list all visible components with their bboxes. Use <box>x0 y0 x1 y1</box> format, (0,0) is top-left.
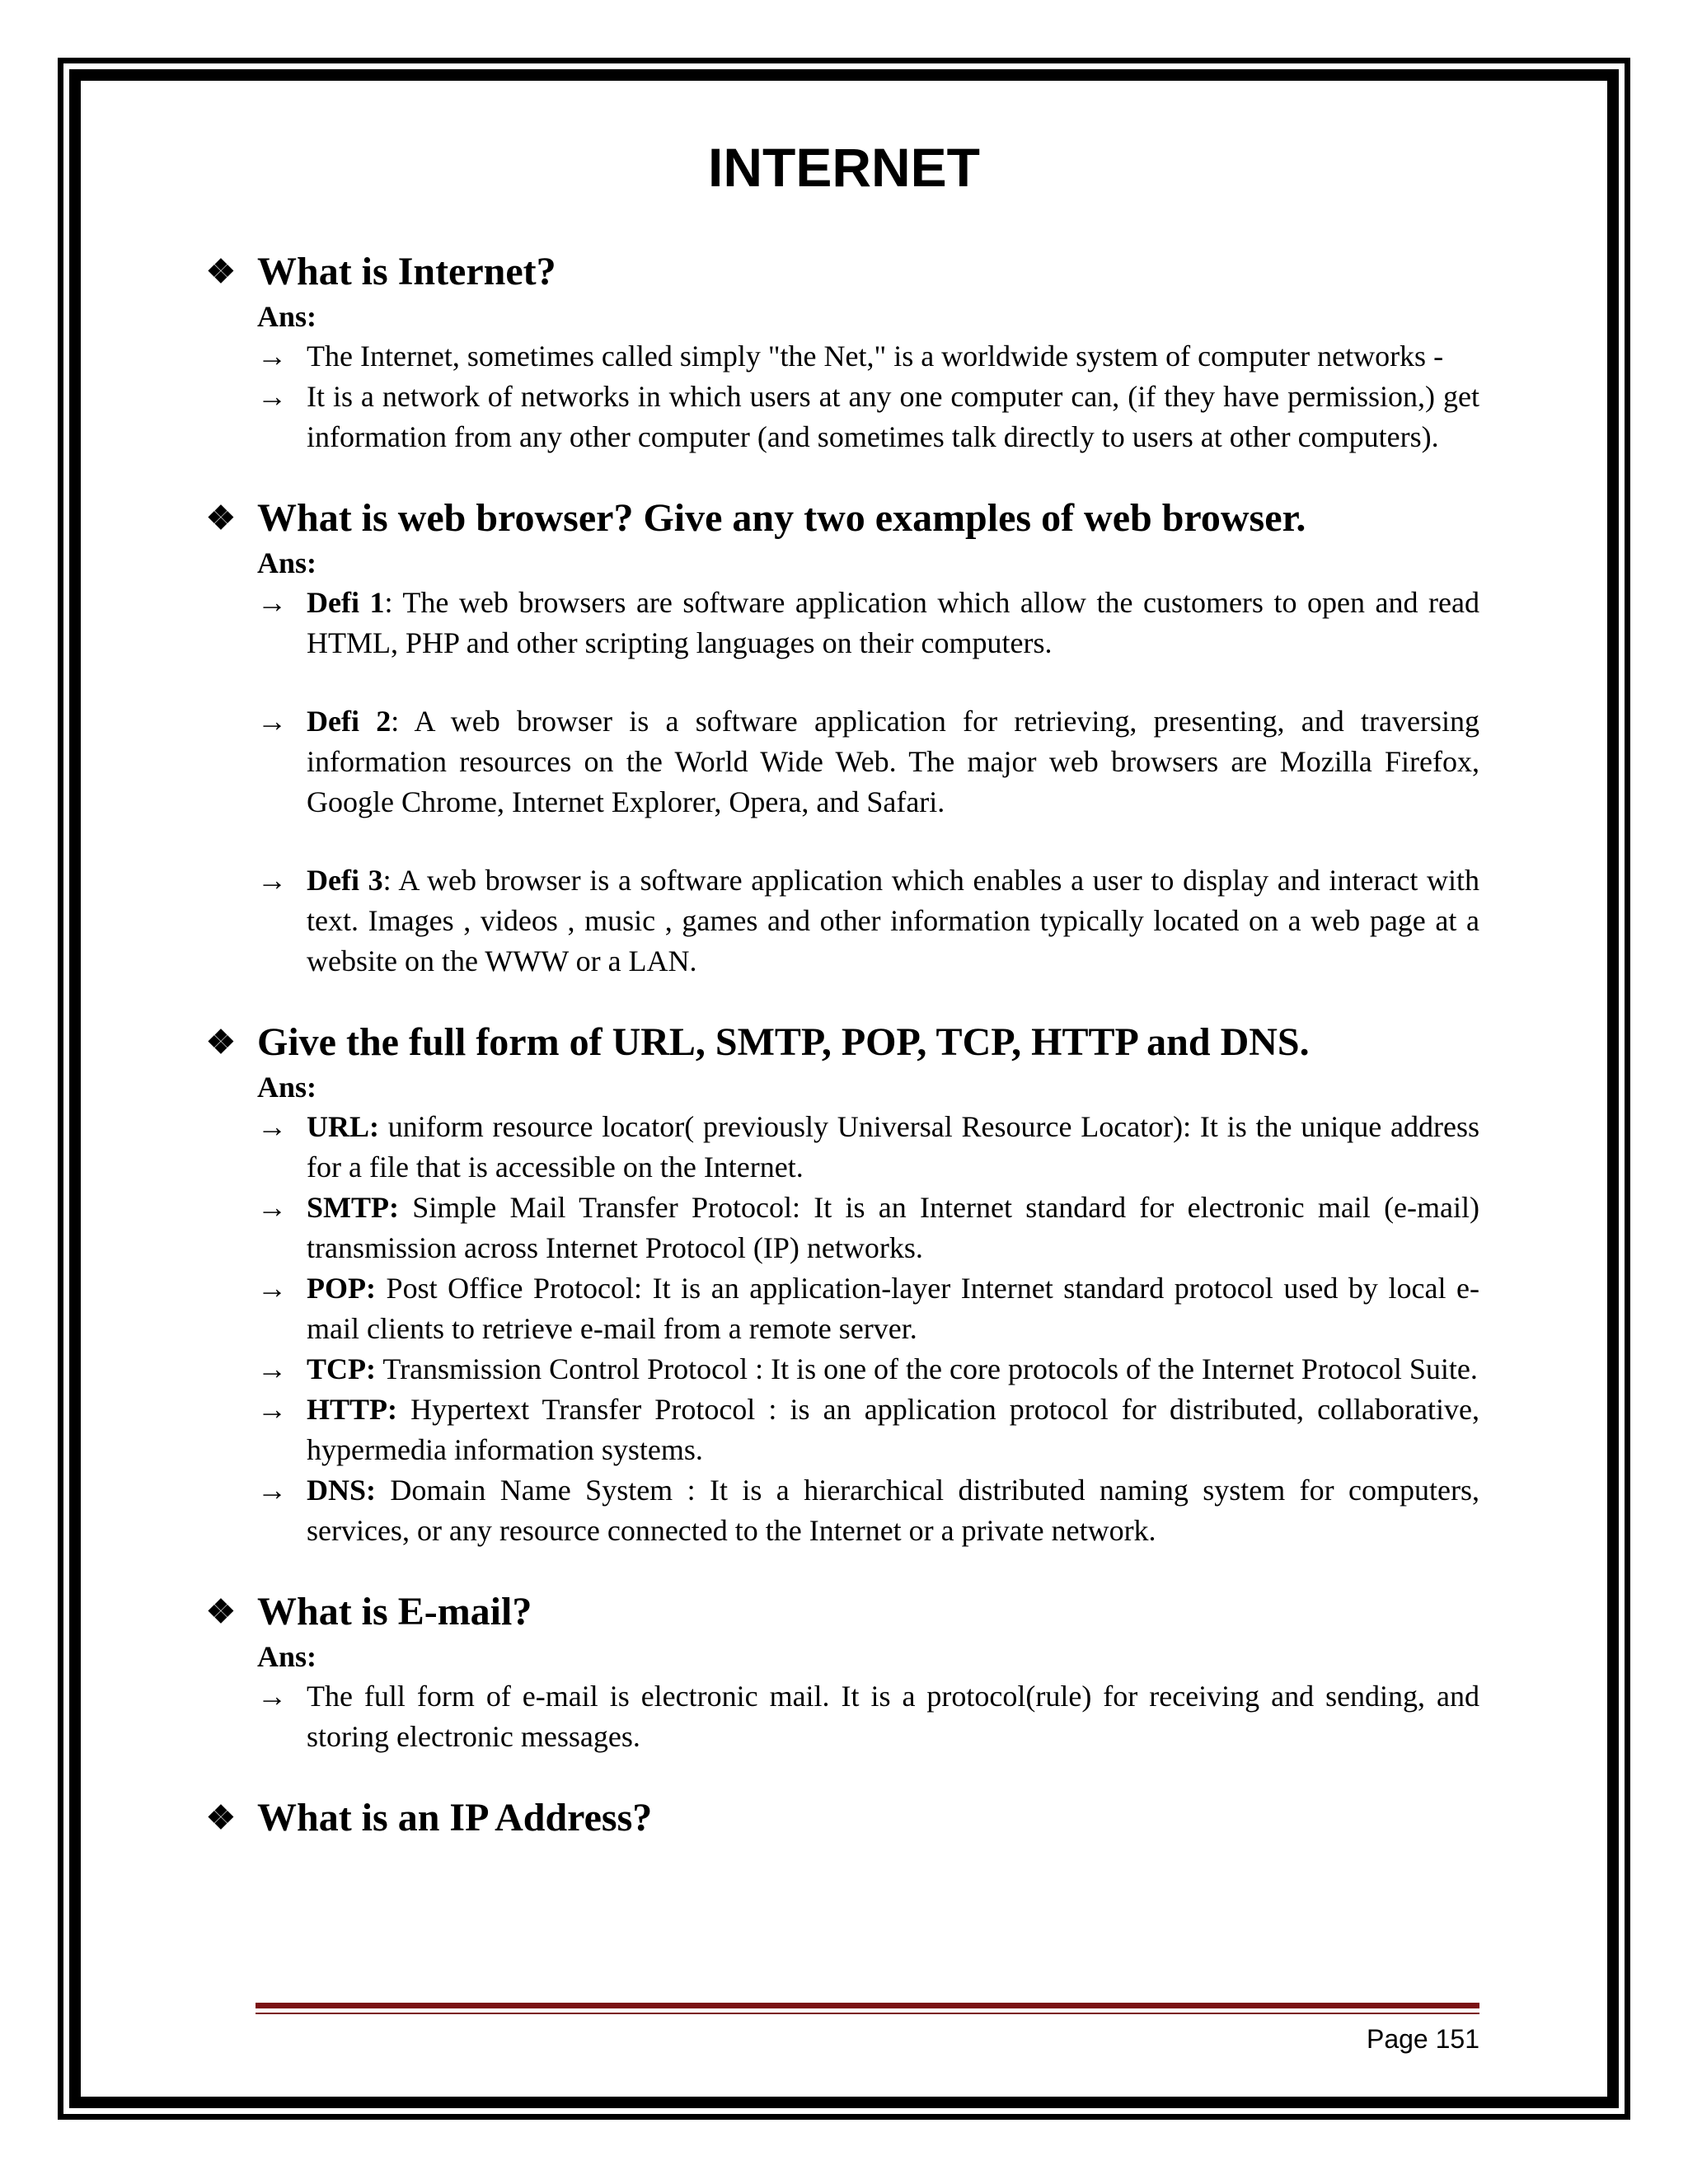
question-heading <box>206 1587 1479 1637</box>
acronym-label: DNS: <box>307 1474 377 1507</box>
definition-item: → Defi 3: A web browser is a software application which enables a user to display and interact with text. Images , videos , music , games and other information typically located on a web page at a website on the WWW or a LAN. <box>206 860 1479 982</box>
answer-item: → The full form of e-mail is electronic mail. It is a protocol(rule) for receiving and sending, and storing electronic messages. <box>206 1676 1479 1757</box>
question-heading <box>206 494 1479 543</box>
right-arrow-icon: → <box>257 1393 287 1426</box>
answer-item: → It is a network of networks in which users at any one computer can, (if they have permission,) get information from any other computer (and sometimes talk directly to users at other computers). <box>206 377 1479 457</box>
acronym-item: → SMTP: Simple Mail Transfer Protocol: It is an Internet standard for electronic mail (e-mail) transmission across Internet Protocol (IP) networks. <box>206 1188 1479 1268</box>
question-heading <box>206 247 1479 297</box>
acronym-item: → POP: Post Office Protocol: It is an application-layer Internet standard protocol used by local e-mail clients to retrieve e-mail from a remote server. <box>206 1268 1479 1349</box>
document-body <box>206 247 1479 1843</box>
acronym-label: SMTP: <box>307 1191 399 1224</box>
acronym-item: → URL: uniform resource locator( previously Universal Resource Locator): It is the unique address for a file that is accessible on the Internet. <box>206 1107 1479 1188</box>
answer-item: → The Internet, sometimes called simply "the Net," is a worldwide system of computer networks - <box>206 336 1479 377</box>
page-title: INTERNET <box>708 137 980 198</box>
right-arrow-icon: → <box>257 1474 287 1507</box>
right-arrow-icon: → <box>257 1272 287 1305</box>
question-text: What is web browser? Give any two examples of web browser. <box>257 496 1306 540</box>
diamond-bullet-icon: ❖ <box>206 499 236 537</box>
footer-rule <box>256 2003 1479 2008</box>
question-text: What is E-mail? <box>257 1590 532 1633</box>
acronym-item: → HTTP: Hypertext Transfer Protocol : is an application protocol for distributed, collaborative, hypermedia information systems. <box>206 1390 1479 1470</box>
acronym-item: → TCP: Transmission Control Protocol : It is one of the core protocols of the Internet Protocol Suite. <box>206 1349 1479 1390</box>
question-text: What is Internet? <box>257 250 556 293</box>
acronym-item: → DNS: Domain Name System : It is a hierarchical distributed naming system for computers, services, or any resource connected to the Internet or a private network. <box>206 1470 1479 1551</box>
page-number: Page 151 <box>1366 2024 1479 2054</box>
diamond-bullet-icon: ❖ <box>206 253 236 290</box>
definition-label: Defi 3 <box>307 864 383 897</box>
diamond-bullet-icon: ❖ <box>206 1799 236 1836</box>
acronym-label: POP: <box>307 1272 376 1305</box>
acronym-label: HTTP: <box>307 1393 398 1426</box>
right-arrow-icon: → <box>257 340 287 373</box>
acronym-label: TCP: <box>307 1352 376 1385</box>
answer-label: Ans: <box>257 1640 317 1673</box>
right-arrow-icon: → <box>257 864 287 897</box>
diamond-bullet-icon: ❖ <box>206 1593 236 1630</box>
right-arrow-icon: → <box>257 1191 287 1224</box>
right-arrow-icon: → <box>257 1110 287 1143</box>
definition-label: Defi 2 <box>307 705 392 738</box>
question-heading <box>206 1793 1479 1843</box>
question-heading <box>206 1018 1479 1067</box>
definition-label: Defi 1 <box>307 586 385 619</box>
definition-item: → Defi 1: The web browsers are software application which allow the customers to open and read HTML, PHP and other scripting languages on their computers. <box>206 583 1479 663</box>
definition-item: → Defi 2: A web browser is a software application for retrieving, presenting, and traversing information resources on the World Wide Web. The major web browsers are Mozilla Firefox, Google Chrome, Internet Explorer, Opera, and Safari. <box>206 701 1479 823</box>
answer-label: Ans: <box>257 1071 317 1104</box>
right-arrow-icon: → <box>257 586 287 619</box>
footer-rule-thin <box>256 2013 1479 2014</box>
right-arrow-icon: → <box>257 705 287 738</box>
question-text: Give the full form of URL, SMTP, POP, TCP, HTTP and DNS. <box>257 1020 1310 1064</box>
right-arrow-icon: → <box>257 1680 287 1713</box>
answer-label: Ans: <box>257 546 317 579</box>
answer-label: Ans: <box>257 300 317 333</box>
question-text: What is an IP Address? <box>257 1796 653 1840</box>
diamond-bullet-icon: ❖ <box>206 1024 236 1061</box>
right-arrow-icon: → <box>257 1352 287 1385</box>
acronym-label: URL: <box>307 1110 379 1143</box>
right-arrow-icon: → <box>257 380 287 413</box>
